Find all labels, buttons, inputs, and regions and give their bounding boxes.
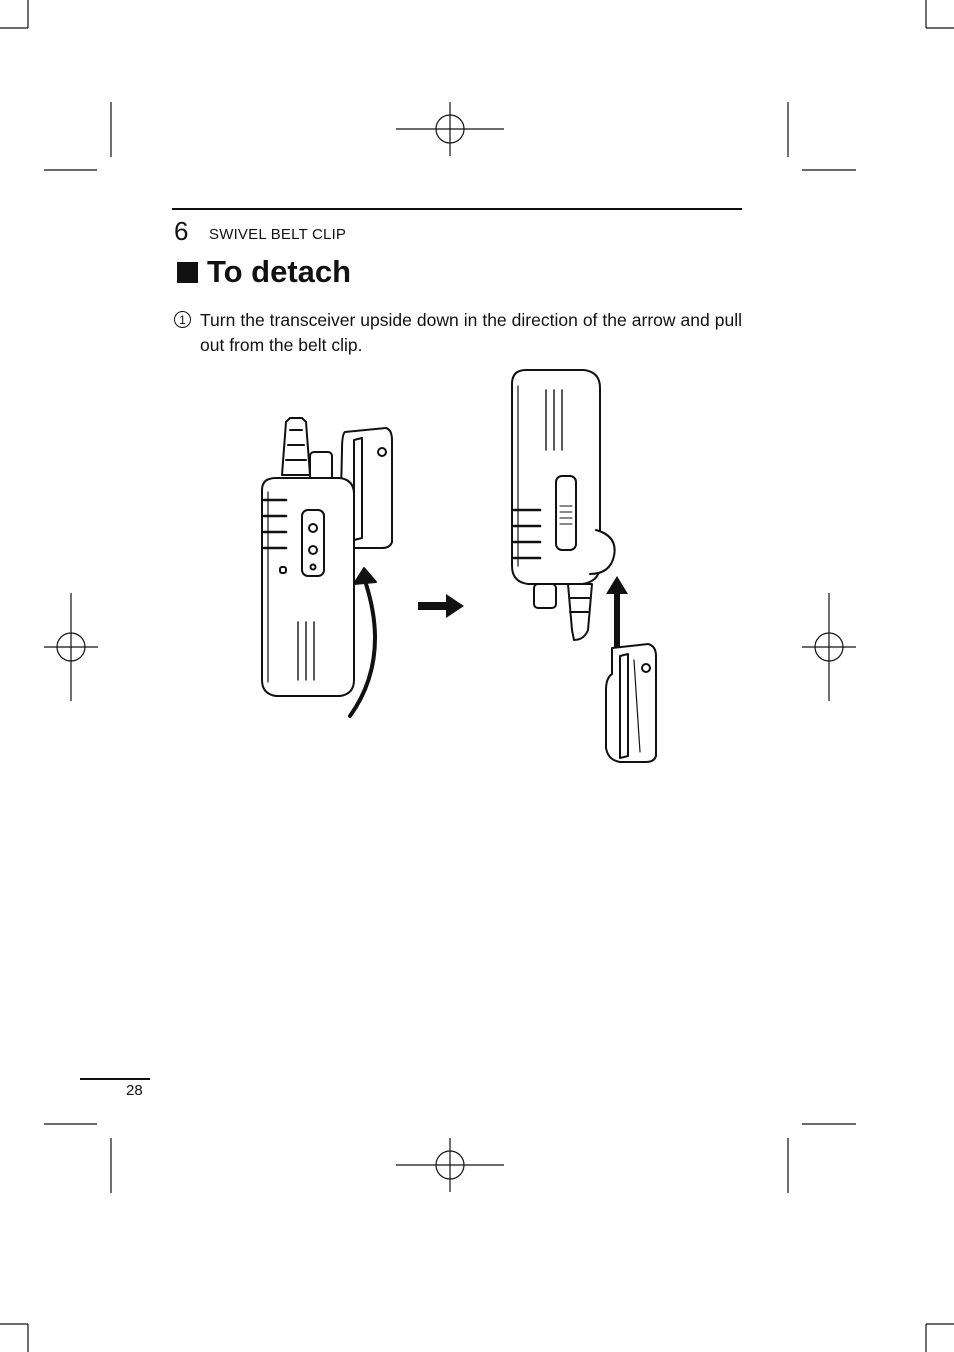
step-number: 1 xyxy=(174,311,191,328)
registration-mark xyxy=(44,593,98,701)
transceiver-upside-down xyxy=(512,370,615,640)
bullet-square-icon xyxy=(177,262,198,283)
step-item xyxy=(174,308,742,358)
footer-rule xyxy=(80,1078,150,1080)
section-heading xyxy=(177,254,351,290)
registration-mark xyxy=(396,102,504,156)
detached-belt-clip xyxy=(606,644,656,762)
step-text: Turn the transceiver upside down in the direction of the arrow and pull out from the belt clip. xyxy=(200,310,742,355)
section-heading-text: To detach xyxy=(207,254,352,289)
chapter-number: 6 xyxy=(174,216,189,246)
page-number: 28 xyxy=(126,1082,143,1099)
chapter-title: SWIVEL BELT CLIP xyxy=(209,226,347,243)
right-arrow-icon xyxy=(418,594,464,618)
registration-mark xyxy=(802,593,856,701)
header-rule xyxy=(172,208,742,210)
registration-mark xyxy=(396,1138,504,1192)
detach-illustration xyxy=(250,360,670,770)
